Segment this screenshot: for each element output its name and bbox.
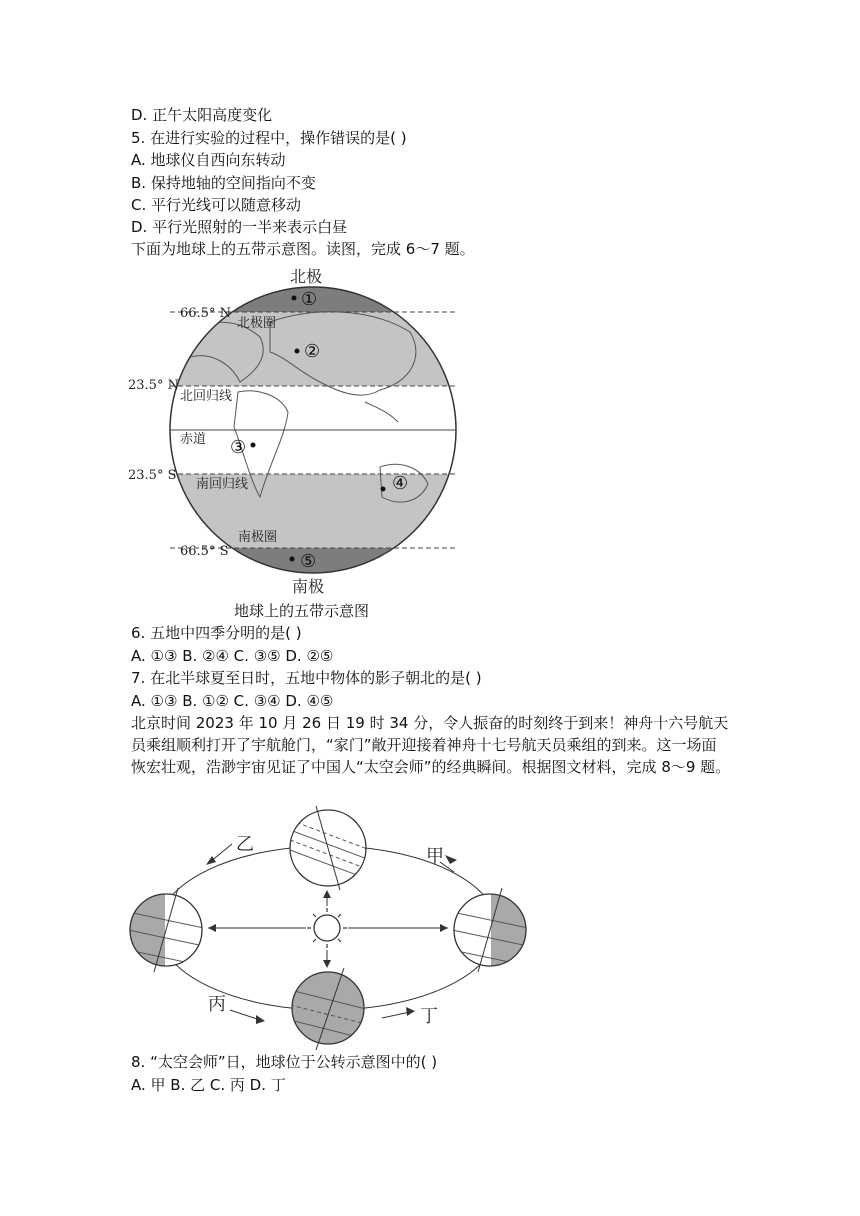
- tropic-of-capricorn-label: 南回归线: [196, 477, 249, 492]
- q8-options: A. 甲 B. 乙 C. 丙 D. 丁: [131, 1076, 286, 1094]
- sun-icon: [307, 908, 347, 948]
- label-jia: 甲: [426, 846, 444, 867]
- location-dot-5: [290, 557, 295, 562]
- q4-option-d: D. 正午太阳高度变化: [131, 106, 273, 124]
- q5-option-d: D. 平行光照射的一半来表示白昼: [131, 218, 348, 236]
- arctic-circle-label: 北极圈: [237, 316, 277, 331]
- tropic-of-cancer-label: 北回归线: [180, 389, 233, 404]
- antarctic-circle-label: 南极圈: [238, 530, 278, 545]
- earth-right: [452, 888, 528, 972]
- latitude-23-n-label: 23.5° N: [128, 378, 179, 393]
- five-zones-diagram: [120, 262, 480, 632]
- q5-option-b: B. 保持地轴的空间指向不变: [131, 174, 316, 192]
- label-yi: 乙: [236, 834, 254, 855]
- passage-8-9: 北京时间 2023 年 10 月 26 日 19 时 34 分，令人振奋的时刻终于到来！神舟十六号航天员乘组顺利打开了宇航舱门，“家门”敞开迎接着神舟十七号航天员乘组的到来。这一场面恢宏壮观，浩渺宇宙见证了中国人“太空会师”的经典瞬间。根据图文材料，完成 8～9 题。: [131, 714, 731, 776]
- intro-6-7: 下面为地球上的五带示意图。读图，完成 6～7 题。: [131, 240, 475, 258]
- earth-left: [128, 888, 204, 972]
- q8-stem: 8. “太空会师”日，地球位于公转示意图中的( ): [131, 1053, 438, 1071]
- latitude-66-s-label: 66.5° S: [180, 544, 229, 559]
- orbit-diagram: [120, 800, 540, 1050]
- q7-stem: 7. 在北半球夏至日时，五地中物体的影子朝北的是( ): [131, 669, 482, 687]
- q5-stem: 5. 在进行实验的过程中，操作错误的是( ): [131, 129, 407, 147]
- earth-bottom: [290, 968, 370, 1050]
- label-ding: 丁: [420, 1006, 438, 1027]
- q6-stem: 6. 五地中四季分明的是( ): [131, 624, 302, 642]
- location-dot-3: [251, 443, 256, 448]
- label-bing: 丙: [208, 994, 226, 1015]
- location-dot-1: [292, 296, 297, 301]
- latitude-66-n-label: 66.5° N: [180, 306, 231, 321]
- zones-figure-caption: 地球上的五带示意图: [234, 602, 370, 620]
- q5-option-a: A. 地球仪自西向东转动: [131, 151, 286, 169]
- earth-top: [290, 806, 370, 890]
- location-dot-4: [381, 487, 386, 492]
- south-pole-label: 南极: [292, 577, 325, 596]
- marker-1: ①: [301, 289, 318, 310]
- latitude-23-s-label: 23.5° S: [128, 468, 177, 483]
- marker-2: ②: [304, 341, 321, 362]
- equator-label: 赤道: [180, 432, 207, 447]
- marker-4: ④: [392, 473, 409, 494]
- q5-option-c: C. 平行光线可以随意移动: [131, 196, 302, 214]
- q7-options: A. ①③ B. ①② C. ③④ D. ④⑤: [131, 692, 334, 710]
- q6-options: A. ①③ B. ②④ C. ③⑤ D. ②⑤: [131, 647, 334, 665]
- location-dot-2: [295, 349, 300, 354]
- marker-3: ③: [230, 437, 247, 458]
- north-pole-label: 北极: [290, 267, 323, 286]
- marker-5: ⑤: [300, 551, 317, 572]
